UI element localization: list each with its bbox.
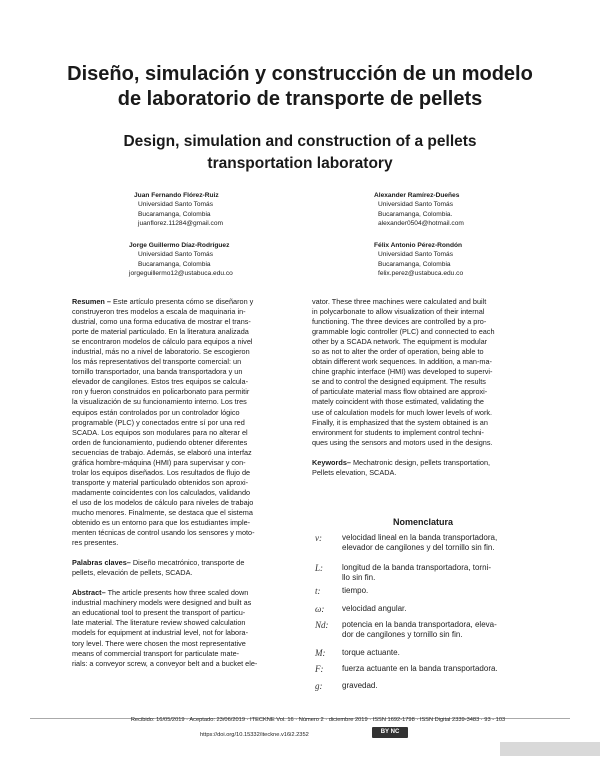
text-line: obtenido es un entorno para que los estudiantes imple- bbox=[72, 518, 251, 528]
text-line: use of calculation models for much lower levels of work. bbox=[312, 407, 493, 417]
abstract-continued-paragraph bbox=[312, 297, 532, 448]
text-line: tory level. There were chosen the most representative bbox=[72, 638, 246, 648]
page-edge-bar bbox=[500, 742, 600, 756]
nomenclature-description: velocidad lineal en la banda transportadora, elevador de cangilones y del tornillo sin fin. bbox=[342, 533, 498, 552]
text-line: madamente coincidentes con los calculados, validando bbox=[72, 487, 251, 497]
nomenclature-list bbox=[315, 533, 575, 713]
text-line: secuencias de trabajo. Además, se elaboró una interfaz bbox=[72, 447, 252, 457]
text-line: The article presents how three scaled down bbox=[105, 588, 249, 598]
text-line: gráfica hombre-máquina (HMI) para supervisar y con- bbox=[72, 457, 246, 467]
text-line: industrial, más no a nivel de laboratorio. Se escogieron bbox=[72, 347, 250, 357]
text-line: Diseño mecatrónico, transporte de bbox=[130, 558, 245, 568]
doi-link[interactable]: https://doi.org/10.15332/iteckne.v16i2.2352 bbox=[200, 732, 309, 738]
author-2: Alexander Ramírez-Dueñes Universidad Santo Tomás Bucaramanga, Colombia. alexander0504@hotmail.com bbox=[374, 192, 464, 227]
text-line: se encontraron modelos de cálculo para equipos a nivel bbox=[72, 337, 253, 347]
nomenclature-description: torque actuante. bbox=[342, 648, 400, 657]
text-line: industrial machinery models were designed and built as bbox=[72, 598, 252, 608]
title-english: Design, simulation and construction of a pellets transportation laboratory bbox=[123, 133, 477, 172]
text-line: ron y fueron construidos en policarbonato para permitir bbox=[72, 387, 250, 397]
text-line: menten técnicas de control usando los sensores y moto- bbox=[72, 528, 255, 538]
text-line: Pellets elevation, SCADA. bbox=[312, 467, 397, 477]
text-line: dustrial, como una forma educativa de mostrar el trans- bbox=[72, 317, 251, 327]
author-4-email[interactable]: felix.perez@ustabuca.edu.co bbox=[378, 269, 464, 277]
nomenclature-description: velocidad angular. bbox=[342, 604, 407, 613]
text-line: mately coincident with those estimated, validating the bbox=[312, 397, 484, 407]
title-spanish: Diseño, simulación y construcción de un modelo de laboratorio de transporte de pellets bbox=[67, 63, 533, 110]
text-line: porte de material particulado. En la literatura analizada bbox=[72, 327, 249, 337]
text-line: ques using the sensors and motors used in the designs. bbox=[312, 437, 493, 447]
keywords-paragraph: Keywords– Mechatronic design, pellets transportation, Pellets elevation, SCADA. bbox=[312, 457, 491, 477]
text-line: transporte y material particulado obtenidos son aproxi- bbox=[72, 477, 249, 487]
cc-license-badge: BY NC bbox=[372, 727, 408, 738]
text-line: Finally, it is emphasized that the system obtained is an bbox=[312, 417, 488, 427]
author-2-email[interactable]: alexander0504@hotmail.com bbox=[378, 219, 464, 227]
nomenclature-symbol: Nd: bbox=[315, 620, 329, 630]
author-1-email[interactable]: juanflorez.11284@gmail.com bbox=[138, 219, 224, 227]
nomenclature-symbol: v: bbox=[315, 533, 322, 543]
text-line: an educational tool to present the transport of particu- bbox=[72, 608, 246, 618]
text-line: se and to control the designed equipment. The results bbox=[312, 377, 486, 387]
nomenclature-title: Nomenclatura bbox=[392, 517, 454, 527]
footer-info: Recibido: 16/05/2019 · Aceptado: 23/06/2019 · ITECKNE Vol. 16 · Número 2 · diciembre 2019 · ISSN 1692-1798 · ISSN Digital 2339-3483 · 93 - 103 bbox=[130, 717, 506, 723]
text-line: means of commercial transport for particulate mate- bbox=[72, 648, 240, 658]
nomenclature-symbol: F: bbox=[315, 664, 324, 674]
text-line: models for equipment at industrial level, not for labora- bbox=[72, 628, 249, 638]
text-line: obtain different work sequences. In addition, a man-ma- bbox=[312, 357, 492, 367]
text-line: los más representativos del transporte comercial: un bbox=[72, 357, 242, 367]
text-line: chine graphic interface (HMI) was developed to supervi- bbox=[312, 367, 493, 377]
resumen-paragraph: Resumen – Este artículo presenta cómo se diseñaron y construyeron tres modelos a escala de maquinaria in- dustrial, como una forma educativa de mostrar el trans- porte de material particulado. En la literatura analizada se encontraron modelos de cálculo para equipos a nivel industrial, más no a nivel de laboratorio. Se escogieron los más representativos del transporte comercial: un tornillo transportador, una banda transportadora y un elevador de cangilones. Estos tres equipos se calcula- ron y fueron construidos en policarbonato para permitir la visualización de su funcionamiento interno. Los tres equipos están controlados por un controlador lógico programable (PLC) y conectados entre sí por una red SCADA. Los equipos son modulares para no alterar el orden de funcionamiento, pudiendo obtener diferentes secuencias de trabajo. Además, se elaboró una interfaz gráfica hombre-máquina (HMI) para supervisar y con- trolar los equipos diseñados. Los resultados de flujo de transporte y material particulado obtenidos son aproxi- madamente coincidentes con los calculados, validando el uso de los modelos de cálculo para niveles de trabajo mucho menores. Finalmente, se destaca que el sistema obtenido es un entorno para que los estudiantes imple- menten técnicas de control usando los sensores y moto- res presentes. bbox=[72, 297, 255, 548]
text-line: so as not to alter the order of operation, being able to bbox=[312, 347, 484, 357]
author-1: Juan Fernando Flórez-Ruiz Universidad Santo Tomás Bucaramanga, Colombia juanflorez.11284@gmail.com bbox=[134, 192, 224, 227]
nomenclature-description: fuerza actuante en la banda transportadora. bbox=[342, 664, 498, 673]
text-line: elevador de cangilones. Estos tres equipos se calcula- bbox=[72, 377, 249, 387]
text-line: rials: a conveyor screw, a conveyor belt and a bucket ele- bbox=[72, 658, 258, 668]
text-line: other by a SCADA network. The equipment is modular bbox=[312, 337, 488, 347]
text-line: grammable logic controller (PLC) and connected to each bbox=[312, 327, 495, 337]
palabras-claves-paragraph: Palabras claves– Diseño mecatrónico, transporte de pellets, elevación de pellets, SCADA. bbox=[72, 558, 245, 578]
text-line: la visualización de su funcionamiento interno. Los tres bbox=[72, 397, 247, 407]
text-line: equipos están controlados por un controlador lógico bbox=[72, 407, 240, 417]
nomenclature-description: longitud de la banda transportadora, torni- llo sin fin. bbox=[342, 563, 491, 582]
nomenclature-symbol: L: bbox=[315, 563, 324, 573]
text-line: construyeron tres modelos a escala de maquinaria in- bbox=[72, 307, 246, 317]
text-line: trolar los equipos diseñados. Los resultados de flujo de bbox=[72, 467, 251, 477]
author-3-email[interactable]: jorgeguillermo12@ustabuca.edu.co bbox=[129, 269, 233, 277]
nomenclature-symbol: g: bbox=[315, 681, 323, 691]
nomenclature-description: gravedad. bbox=[342, 681, 378, 690]
author-3: Jorge Guillermo Díaz-Rodríguez Universidad Santo Tomás Bucaramanga, Colombia jorgeguillermo12@ustabuca.edu.co bbox=[129, 242, 233, 277]
abstract-paragraph: Abstract– The article presents how three scaled down industrial machinery models were designed and built as an educational tool to present the transport of particu- late material. The literature review showed calculation models for equipment at industrial level, not for labora- tory level. There were chosen the most representative means of commercial transport for particulate mate- rials: a conveyor screw, a conveyor belt and a bucket ele- bbox=[72, 588, 258, 668]
text-line: el uso de los modelos de cálculo para niveles de trabajo bbox=[72, 497, 254, 507]
text-line: programable (PLC) y conectados entre sí por una red bbox=[72, 417, 245, 427]
text-line: late material. The literature review showed calculation bbox=[72, 618, 246, 628]
text-line: functioning. The three devices are controlled by a pro- bbox=[312, 317, 487, 327]
nomenclature-symbol: ω: bbox=[315, 604, 325, 614]
text-line: tornillo transportador, una banda transportadora y un bbox=[72, 367, 243, 377]
text-line: SCADA. Los equipos son modulares para no alterar el bbox=[72, 427, 248, 437]
nomenclature-description: tiempo. bbox=[342, 586, 369, 595]
text-line: Este artículo presenta cómo se diseñaron y bbox=[110, 297, 254, 306]
text-line: res presentes. bbox=[72, 538, 119, 548]
nomenclature-description: potencia en la banda transportadora, eleva- dor de cangilones y tornillo sin fin. bbox=[342, 620, 497, 639]
text-line: orden de funcionamiento, pudiendo obtener diferentes bbox=[72, 437, 248, 447]
left-column bbox=[72, 297, 298, 669]
nomenclature-symbol: M: bbox=[315, 648, 326, 658]
text-line: mucho menores. Finalmente, se destaca que el sistema bbox=[72, 507, 253, 517]
text-line: of particulate material mass flow obtained are approxi- bbox=[312, 387, 488, 397]
text-line: Mechatronic design, pellets transportation, bbox=[350, 457, 491, 467]
nomenclature-symbol: t: bbox=[315, 586, 321, 596]
right-column bbox=[312, 297, 532, 478]
text-line: vator. These three machines were calculated and built bbox=[312, 297, 487, 306]
text-line: pellets, elevación de pellets, SCADA. bbox=[72, 568, 193, 578]
text-line: in polycarbonate to allow visualization of their internal bbox=[312, 307, 485, 317]
text-line: environment for students to implement control techni- bbox=[312, 427, 484, 437]
author-4: Félix Antonio Pérez-Rondón Universidad Santo Tomás Bucaramanga, Colombia felix.perez@ustabuca.edu.co bbox=[374, 242, 464, 277]
